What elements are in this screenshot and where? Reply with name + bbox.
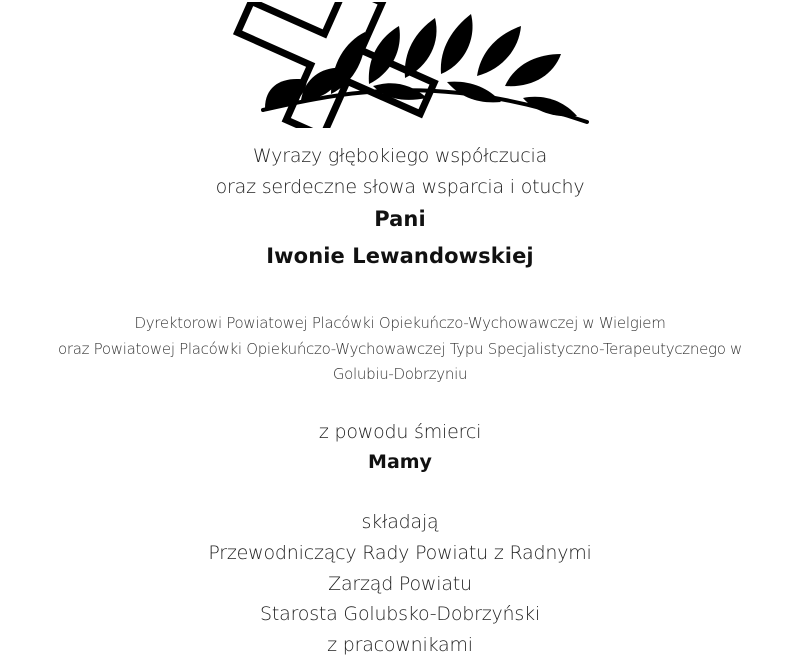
intro-line-2: oraz serdeczne słowa wsparcia i otuchy [215,176,585,198]
deceased-text: Mamy [368,451,432,473]
cross-with-olive-branch-icon [205,2,595,128]
signatory-line: Zarząd Powiatu [328,573,472,595]
recipient-title: Pani [374,207,426,231]
position-line-3: Golubiu-Dobrzyniu [332,365,468,383]
intro-line-1: Wyrazy głębokiego współczucia [252,145,548,167]
recipient-name: Iwonie Lewandowskiej [266,244,534,268]
reason-text: z powodu śmierci [318,421,482,443]
signatory-line: Przewodniczący Rady Powiatu z Radnymi [208,542,592,564]
position-line-1: Dyrektorowi Powiatowej Placówki Opiekuńczo-Wychowawczej w Wielgiem [134,314,666,332]
offered-by-text: składają [361,511,439,533]
position-line-2: oraz Powiatowej Placówki Opiekuńczo-Wychowawczej Typu Specjalistyczno-Terapeutycznego w [57,340,743,358]
signatory-line: z pracownikami [327,634,473,656]
signatory-line: Starosta Golubsko-Dobrzyński [260,603,540,625]
